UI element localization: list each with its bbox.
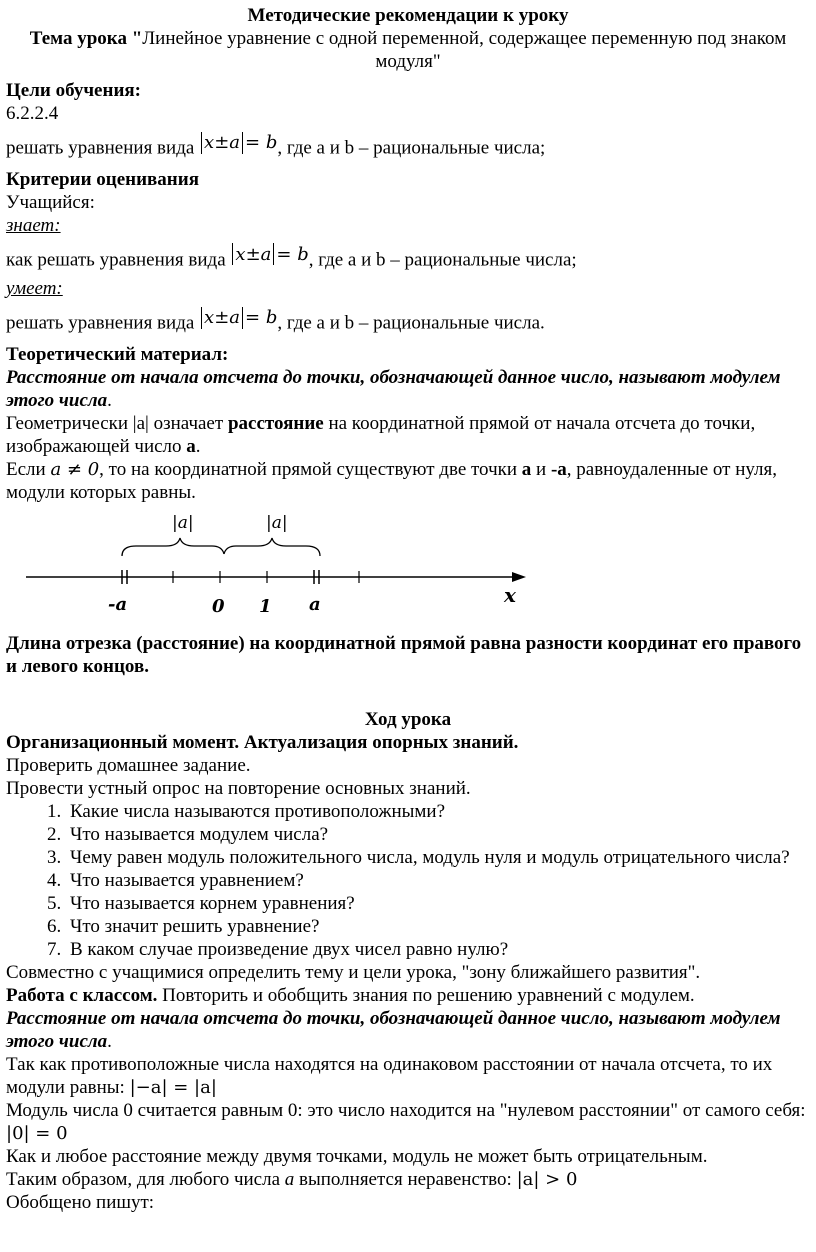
number-line-svg: [16, 510, 536, 620]
oral-quiz: Провести устный опрос на повторение основных знаний.: [6, 777, 471, 799]
together-text: Совместно с учащимися определить тему и цели урока, "зону ближайшего развития".: [6, 961, 701, 983]
label-one: 1: [259, 595, 272, 617]
criteria-heading: Критерии оценивания: [6, 168, 199, 190]
questions-list: [6, 800, 810, 961]
question-item: 6. Что значит решить уравнение?: [66, 915, 810, 938]
question-item: 5. Что называется корнем уравнения?: [66, 892, 810, 915]
abs-equation: x ± a = b: [199, 131, 277, 154]
can-label: умеет:: [6, 278, 63, 299]
label-neg-a: -a: [108, 593, 128, 615]
question-item: 1. Какие числа называются противоположными?: [66, 800, 810, 823]
axis-label-x: x: [504, 582, 516, 607]
opposite-numbers-text: Так как противоположные числа находятся на одинаковом расстоянии от начала отсчета, то их модули равны: |−a| = |a|: [6, 1053, 773, 1098]
abs-equation: x ± a = b: [230, 243, 308, 266]
zero-modulus-text: Модуль числа 0 считается равным 0: это число находится на "нулевом расстоянии" от самого себя: |0| = 0: [6, 1099, 806, 1144]
can-text: решать уравнения вида x ± a = b , где а и b – рациональные числа.: [6, 307, 545, 334]
check-homework: Проверить домашнее задание.: [6, 754, 251, 776]
question-item: 2. Что называется модулем числа?: [66, 823, 810, 846]
lesson-topic: [6, 27, 810, 73]
abs-a-left-label: |a|: [172, 512, 194, 533]
definition-repeat: Расстояние от начала отсчета до точки, обозначающей данное число, называют модулем этого числа.: [6, 1007, 781, 1052]
number-line-diagram: [16, 510, 810, 626]
goal-text: решать уравнения вида x ± a = b , где а и b – рациональные числа;: [6, 132, 546, 159]
two-points-text: Если a ≠ 0, то на координатной прямой существуют две точки а и -а, равноудаленные от нуля, модули которых равны.: [6, 458, 778, 503]
definition: Расстояние от начала отсчета до точки, обозначающей данное число, называют модулем этого числа.: [6, 366, 781, 411]
document-page: [0, 4, 816, 1252]
topic-text: Линейное уравнение с одной переменной, содержащее переменную под знаком модуля": [142, 28, 787, 72]
inequality-text: Таким образом, для любого числа a выполняется неравенство: |a| > 0: [6, 1168, 578, 1190]
segment-rule: Длина отрезка (расстояние) на координатной прямой равна разности координат его правого и левого концов.: [6, 632, 802, 677]
topic-label: Тема урока ": [29, 28, 143, 49]
label-zero: 0: [212, 595, 225, 617]
knows-label: знает:: [6, 214, 61, 236]
abs-a-right-label: |a|: [266, 512, 288, 533]
org-heading: Организационный момент. Актуализация опорных знаний.: [6, 731, 519, 753]
lesson-heading: Ход урока: [364, 708, 452, 730]
question-item: 3. Чему равен модуль положительного числа, модуль нуля и модуль отрицательного числа?: [66, 846, 810, 869]
geometric-meaning: Геометрически |a| означает расстояние на координатной прямой от начала отсчета до точки, изображающей число а.: [6, 412, 756, 457]
theory-heading: Теоретический материал:: [6, 343, 229, 365]
nonnegative-text: Как и любое расстояние между двумя точками, модуль не может быть отрицательным.: [6, 1145, 708, 1167]
student-label: Учащийся:: [6, 191, 95, 213]
goals-heading: Цели обучения:: [6, 80, 141, 101]
label-a: a: [309, 593, 321, 615]
abs-equation: x ± a = b: [199, 306, 277, 329]
goal-code: 6.2.2.4: [6, 103, 59, 124]
axis-arrow: [512, 572, 526, 582]
class-work: Работа с классом. Повторить и обобщить знания по решению уравнений с модулем.: [6, 984, 695, 1006]
right-brace: [224, 538, 320, 556]
question-item: 4. Что называется уравнением?: [66, 869, 810, 892]
question-item: 7. В каком случае произведение двух чисел равно нулю?: [66, 938, 810, 961]
knows-text: как решать уравнения вида x ± a = b , где а и b – рациональные числа;: [6, 243, 577, 270]
generalized-text: Обобщено пишут:: [6, 1191, 155, 1213]
left-brace: [122, 538, 224, 556]
document-title: Методические рекомендации к уроку: [247, 5, 569, 26]
